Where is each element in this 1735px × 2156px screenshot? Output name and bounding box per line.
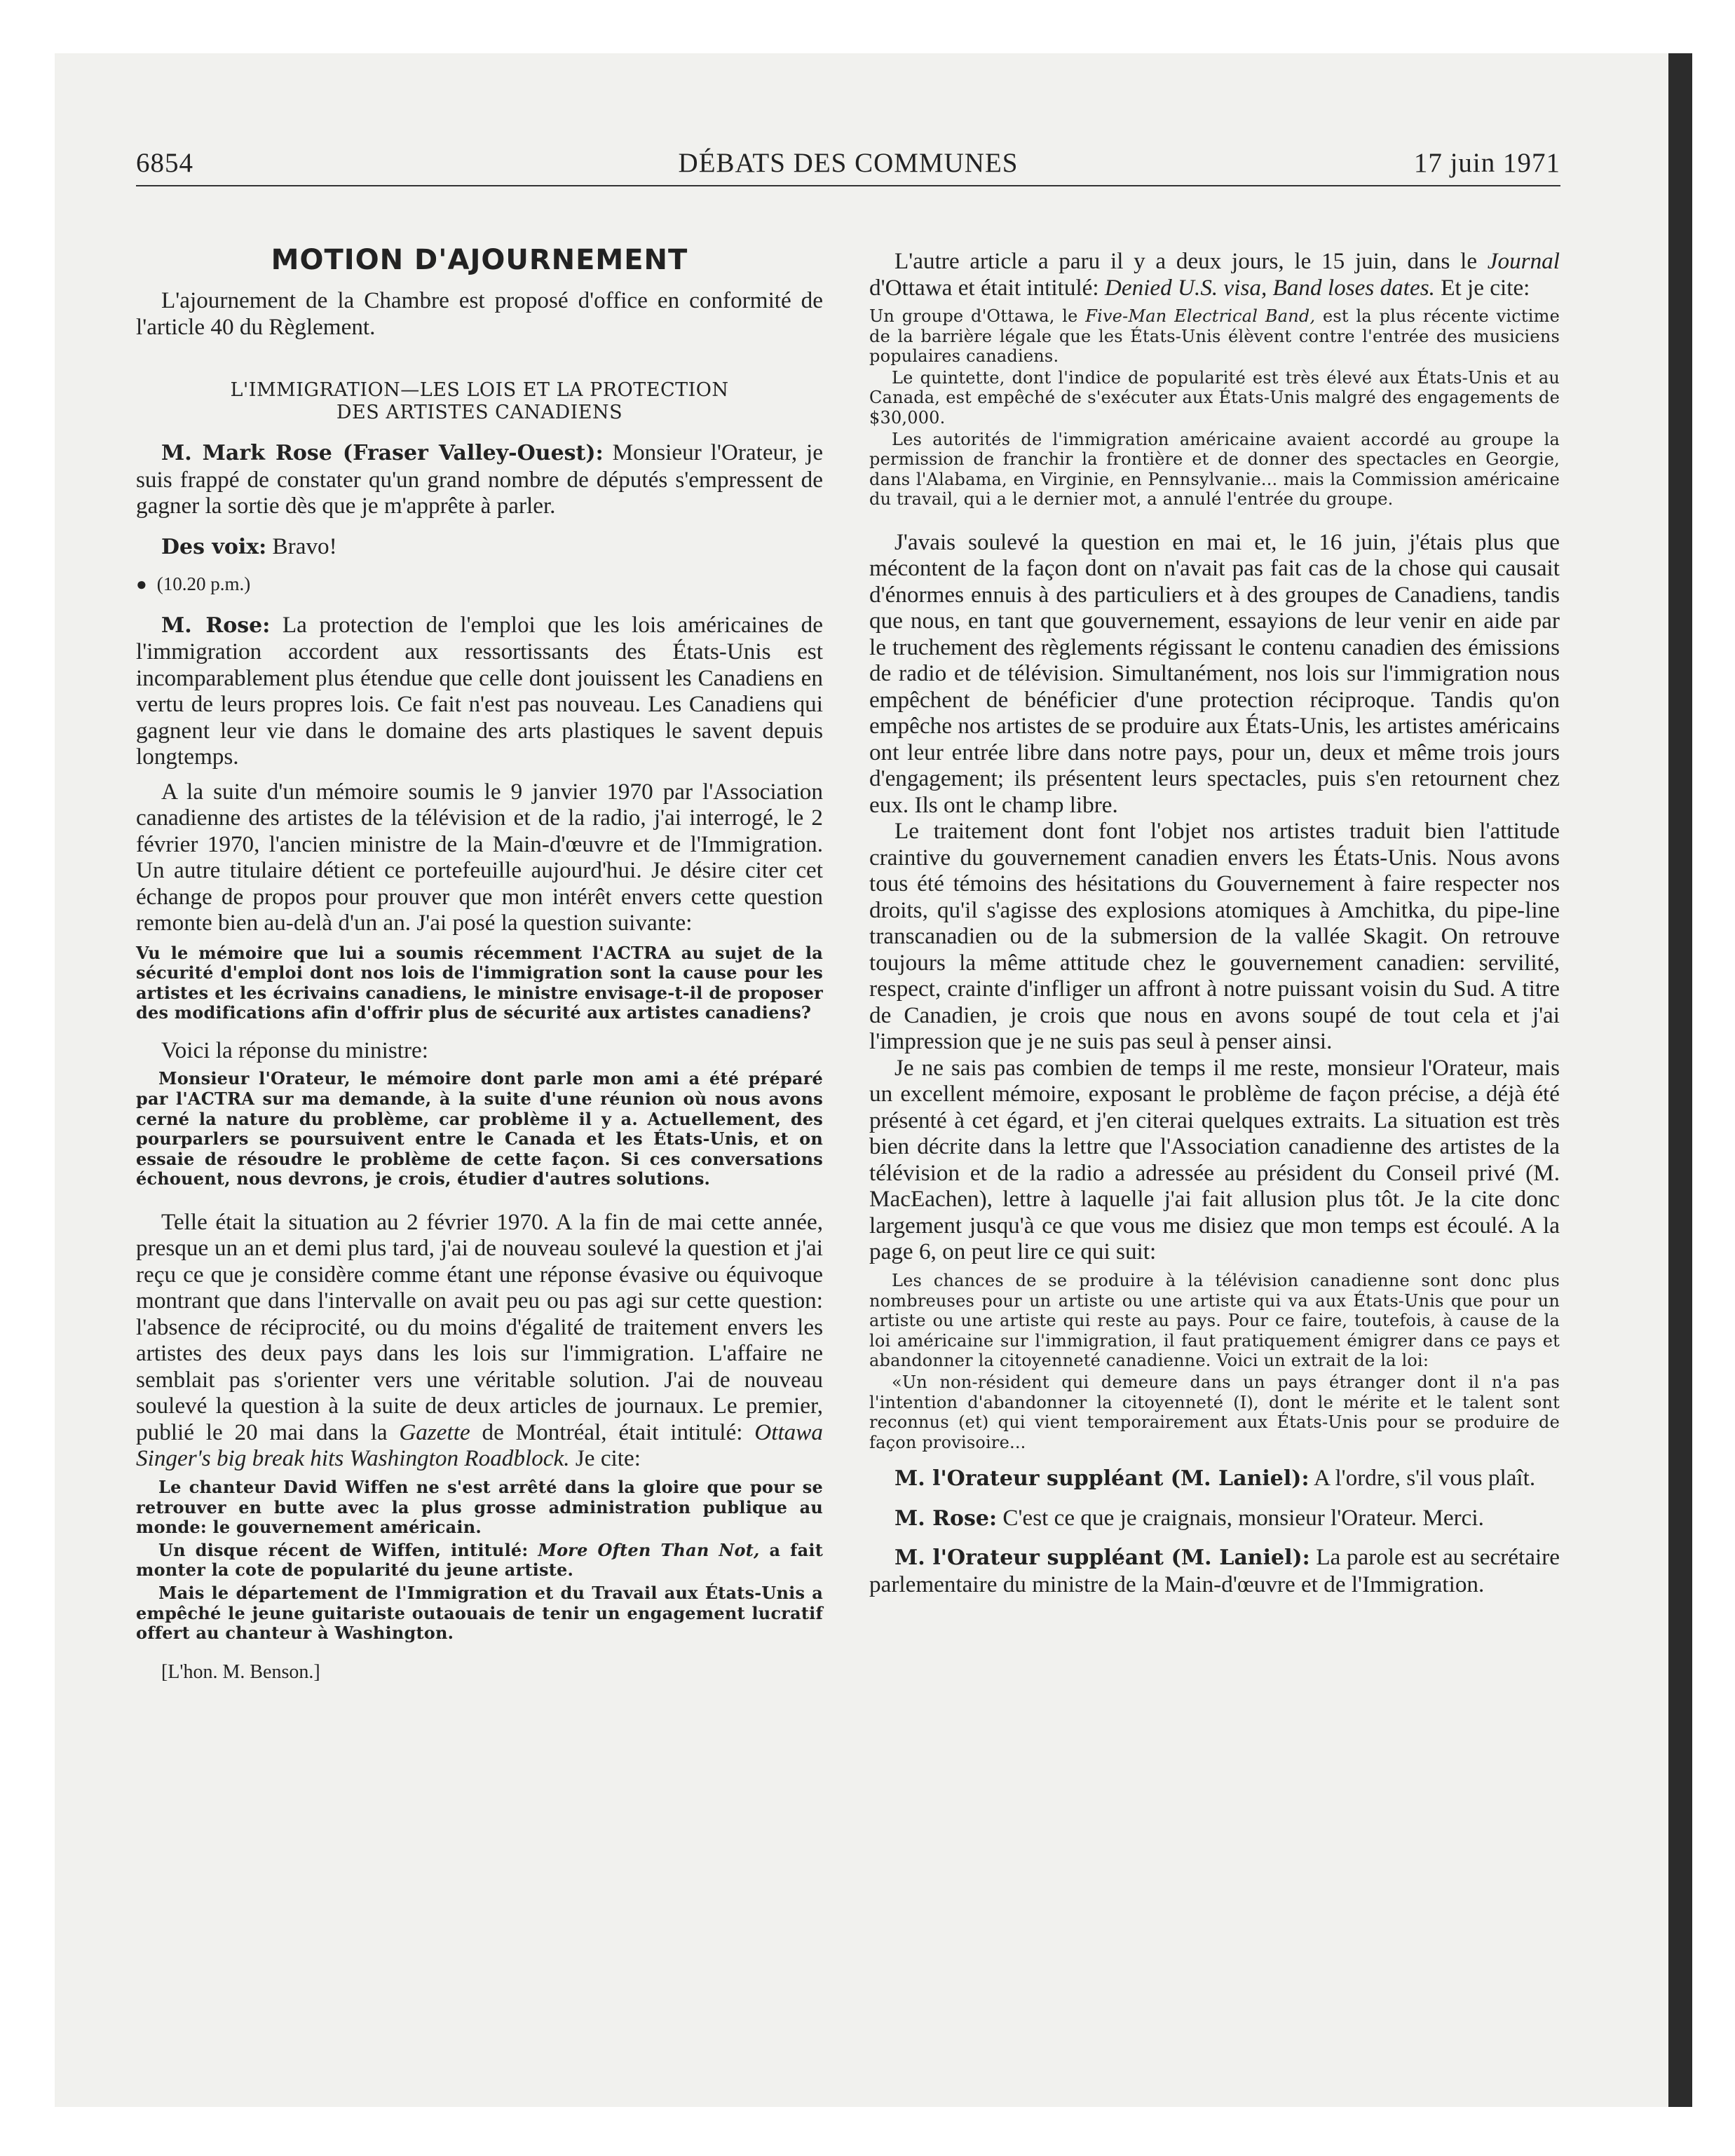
quotation-text: a fait monter la cote de popularité du jeune artiste. [136, 1539, 823, 1581]
paragraph [136, 612, 823, 770]
quotation-text: est la plus récente victime de la barrière légale que les États-Unis élèvent contre l'entrée des musiciens populaires canadiens. [869, 306, 1560, 367]
quotation: Les chances de se produire à la télévision canadienne sont donc plus nombreuses pour un artiste ou une artiste qui va aux États-Unis que pour un artiste ou une artiste qui reste au pays. Pour ce faire, toutefois, à cause de la loi américaine sur l'immigration, il faut pratiquement émigrer dans ce pays et abandonner la citoyenneté canadienne. Voici un extrait de la loi: [869, 1270, 1560, 1371]
paragraph [136, 439, 823, 519]
subheading-line: L'IMMIGRATION—LES LOIS ET LA PROTECTION [230, 379, 729, 401]
journal-title: DÉBATS DES COMMUNES [678, 148, 1019, 178]
page-header [136, 144, 1560, 186]
scan-border [1668, 53, 1692, 2107]
quotation: Le quintette, dont l'indice de popularité est très élevé aux États-Unis et au Canada, est empêché de s'exécuter aux États-Unis malgré des engagements de $30,000. [869, 367, 1560, 428]
paragraph-text: Je cite: [569, 1445, 641, 1472]
paragraph [869, 1505, 1560, 1532]
quotation-text: Un disque récent de Wiffen, intitulé: [158, 1539, 538, 1560]
quotation: Monsieur l'Orateur, le mémoire dont parle mon ami a été préparé par l'ACTRA sur ma demande, à la suite d'une réunion où nous avons cerné la nature du problème, car problème il y a. Actuellement, des pourparlers se poursuivent entre le Canada et les États-Unis, et on essaie de résoudre le problème de cette façon. Si ces conversations échouent, nous devrons, je crois, étudier d'autres solutions. [136, 1068, 823, 1189]
timestamp [136, 571, 823, 598]
quotation: Le chanteur David Wiffen ne s'est arrêté dans la gloire que pour se retrouver en butte avec la plus grosse administration publique au monde: le gouvernement américain. [136, 1476, 823, 1538]
paragraph-text: Et je cite: [1434, 274, 1530, 301]
paragraph-text: C'est ce que je craignais, monsieur l'Orateur. Merci. [997, 1504, 1484, 1531]
quotation: Mais le département de l'Immigration et du Travail aux États-Unis a empêché le jeune guitariste outaouais de tenir un engagement lucratif offert au chanteur à Washington. [136, 1582, 823, 1644]
speaker-name: M. Rose: [894, 1506, 998, 1531]
paragraph [136, 1209, 823, 1472]
paragraph-text: Telle était la situation au 2 février 1970. A la fin de mai cette année, presque un an et demi plus tard, j'ai de nouveau soulevé la question et j'ai reçu ce que je considère comme étant une réponse évasive ou équivoque montrant que dans l'intervalle on avait peu ou pas agi sur cette question: l'absence de réciprocité, ou du moins d'égalité de traitement envers les artistes des deux pays dans les lois sur l'immigration. L'affaire ne semblait pas s'orienter vers une véritable solution. J'ai de nouveau soulevé la question à la suite de deux articles de journaux. Le premier, publié le 20 mai dans la [136, 1208, 823, 1445]
paragraph: Voici la réponse du ministre: [161, 1037, 428, 1063]
speaker-name: M. l'Orateur suppléant (M. Laniel): [894, 1466, 1309, 1492]
speaker-name: M. Rose: [161, 613, 271, 638]
paragraph [869, 1465, 1560, 1492]
paragraph: Le traitement dont font l'objet nos artistes traduit bien l'attitude craintive du gouvernement canadien envers les États-Unis. Nous avons tous été témoins des hésitations du Gouvernement à faire respecter nos droits, qu'il s'agisse des explosions atomiques à Amchitka, du pipe-line transcanadien ou de la submersion de la vallée Skagit. On retrouve toujours la même attitude chez le gouvernement canadien: servilité, respect, crainte d'infliger un affront à notre puissant voisin du Sud. A titre de Canadien, je crois que nous en avons soupé de tout cela et j'ai l'impression que je ne suis pas seul à penser ainsi. [869, 818, 1560, 1055]
subheading-line: DES ARTISTES CANADIENS [336, 402, 623, 423]
left-column [136, 238, 823, 1685]
paragraph: Je ne sais pas combien de temps il me reste, monsieur l'Orateur, mais un excellent mémoire, exposant le problème de façon précise, a déjà été présenté à cet égard, et j'en citerai quelques extraits. La situation est très bien décrite dans la lettre que l'Association canadienne des artistes de la télévision et de la radio a adressée au président du Conseil privé (M. MacEachen), lettre à laquelle j'ai fait allusion plus tôt. Je la cite donc largement jusqu'à ce que vous me disiez que mon temps est écoulé. A la page 6, on peut lire ce qui suit: [869, 1054, 1560, 1265]
timestamp-text: (10.20 p.m.) [156, 573, 251, 594]
speaker-name: Des voix: [161, 534, 267, 559]
paragraph-text: A l'ordre, s'il vous plaît. [1309, 1465, 1536, 1492]
newspaper-name: Gazette [399, 1419, 470, 1445]
quotation [136, 1541, 823, 1581]
paragraph [869, 248, 1560, 301]
paragraph-text: La parole est au secrétaire parlementaire du ministre de la Main-d'œuvre et de l'Immigration. [869, 1544, 1560, 1597]
record-title: More Often Than Not, [538, 1539, 760, 1560]
paragraph-text: L'autre article a paru il y a deux jours, le 15 juin, dans le [894, 248, 1488, 274]
speaker-reference: [L'hon. M. Benson.] [161, 1660, 320, 1683]
band-name: Five-Man Electrical Band, [1085, 306, 1316, 326]
paragraph-text: La protection de l'emploi que les lois américaines de l'immigration accordent aux ressortissants des États-Unis est incomparablement plus étendue que celle dont jouissent les Canadiens en vertu de leurs propres lois. Ce fait n'est pas nouveau. Les Canadiens qui gagnent leur vie dans le domaine des arts plastiques le savent depuis longtemps. [136, 611, 823, 770]
paragraph-text: Monsieur l'Orateur, je suis frappé de constater qu'un grand nombre de députés s'empressent de gagner la sortie dès que je m'apprête à parler. [136, 439, 823, 519]
bullet-icon: ● [136, 574, 147, 594]
subheading [136, 379, 823, 424]
paragraph [869, 1544, 1560, 1597]
right-column [869, 238, 1560, 1597]
page-date: 17 juin 1971 [1413, 148, 1560, 178]
paragraph: J'avais soulevé la question en mai et, le 16 juin, j'étais plus que mécontent de la façon dont on n'avait pas fait cas de la chose qui causait d'énormes ennuis à des particuliers et à des groupes de Canadiens, tandis que nous, en tant que gouvernement, essayions de leur venir en aide par le truchement des règlements régissant le contenu canadien des émissions de radio et de télévision. Simultanément, nos lois sur l'immigration nous empêchent de bénéficier d'une protection réciproque. Tandis qu'on empêche nos artistes de se produire aux États-Unis, les artistes américains ont leur entrée libre dans notre pays, pour un, deux et même trois jours d'engagement; ils présentent leurs spectacles, puis s'en retournent chez eux. Ils ont le champ libre. [869, 528, 1560, 818]
paragraph-text: d'Ottawa et était intitulé: [869, 274, 1105, 301]
quotation: Les autorités de l'immigration américaine avaient accordé au groupe la permission de franchir la frontière et de donner des spectacles en Georgie, dans l'Alabama, en Virginie, en Pennsylvanie... mais la Commission américaine du travail, qui a le dernier mot, a annulé l'entrée du groupe. [869, 429, 1560, 510]
quotation [869, 306, 1560, 367]
paragraph [136, 533, 823, 561]
speaker-name: M. l'Orateur suppléant (M. Laniel): [894, 1546, 1310, 1571]
section-title: MOTION D'AJOURNEMENT [271, 244, 688, 276]
speaker-name: M. Mark Rose (Fraser Valley-Ouest): [161, 441, 604, 465]
paragraph-text: de Montréal, était intitulé: [470, 1419, 755, 1445]
quotation: «Un non-résident qui demeure dans un pays étranger dont il n'a pas l'intention d'abandonner la citoyenneté (I), dont le mérite et le talent sont reconnus (et) qui vient temporairement aux États-Unis pour se produire de façon provisoire... [869, 1372, 1560, 1452]
headline: Denied U.S. visa, Band loses dates. [1104, 274, 1435, 301]
paragraph: A la suite d'un mémoire soumis le 9 janvier 1970 par l'Association canadienne des artistes de la télévision et de la radio, j'ai interrogé, le 2 février 1970, l'ancien ministre de la Main-d'œuvre et de l'Immigration. Un autre titulaire détient ce portefeuille aujourd'hui. Je désire citer cet échange de propos pour prouver que mon intérêt envers cette question remonte bien au-delà d'un an. J'ai posé la question suivante: [136, 778, 823, 936]
headline: Ottawa Singer's big break hits Washington Roadblock. [136, 1419, 823, 1472]
paragraph-text: Bravo! [266, 533, 337, 559]
page-number: 6854 [136, 148, 193, 178]
intro-paragraph: L'ajournement de la Chambre est proposé d'office en conformité de l'article 40 du Règlement. [136, 287, 823, 340]
quotation-text: Un groupe d'Ottawa, le [869, 306, 1086, 326]
newspaper-name: Journal [1487, 248, 1560, 274]
quotation: Vu le mémoire que lui a soumis récemment l'ACTRA au sujet de la sécurité d'emploi dont nos lois de l'immigration sont la cause pour les artistes et les écrivains canadiens, le ministre envisage-t-il de proposer des modifications afin d'offrir plus de sécurité aux artistes canadiens? [136, 942, 823, 1023]
